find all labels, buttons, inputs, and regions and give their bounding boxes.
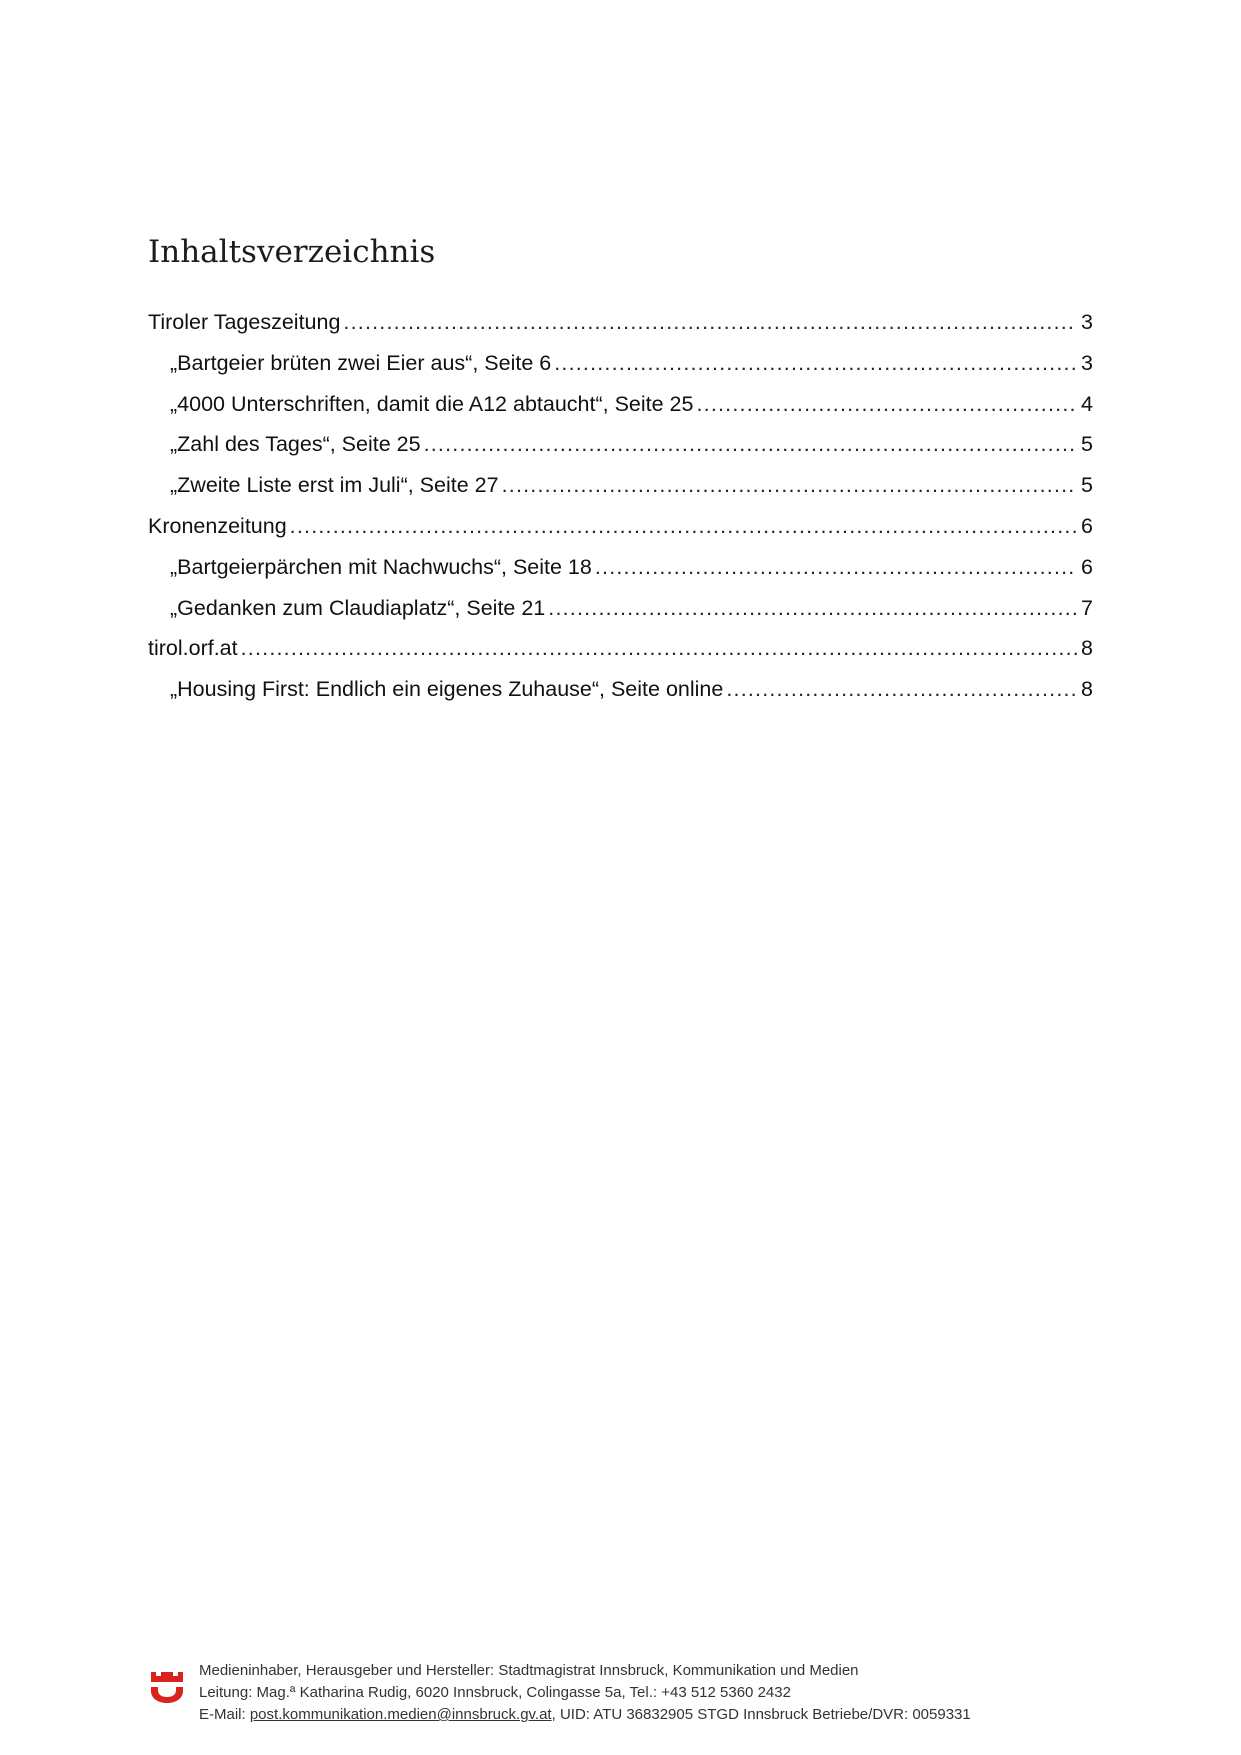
- page-footer: [150, 1660, 1090, 1730]
- toc-dot-leader: [502, 465, 1077, 506]
- toc-dot-leader: [424, 424, 1077, 465]
- toc-entry-label: tirol.orf.at: [148, 636, 238, 661]
- toc-entry-label: „Bartgeierpärchen mit Nachwuchs“, Seite 18: [170, 554, 592, 579]
- toc-heading: Inhaltsverzeichnis: [148, 234, 436, 270]
- footer-management-line: Leitung: Mag.ª Katharina Rudig, 6020 Innsbruck, Colingasse 5a, Tel.: +43 512 5360 2432: [199, 1684, 791, 1701]
- toc-dot-leader: [696, 384, 1077, 425]
- toc-entry-page: 3: [1081, 350, 1093, 375]
- footer-contact-line: [199, 1704, 971, 1726]
- toc-entry-page: 3: [1081, 310, 1093, 334]
- toc-entry-page: 7: [1081, 595, 1093, 620]
- toc-entry-page: 5: [1081, 473, 1093, 498]
- toc-dot-leader: [343, 302, 1077, 343]
- toc-entry[interactable]: [148, 588, 1093, 629]
- toc-entry-label: „Bartgeier brüten zwei Eier aus“, Seite 6: [170, 350, 552, 375]
- toc-entry-label: „Gedanken zum Claudiaplatz“, Seite 21: [170, 595, 546, 620]
- toc-entry[interactable]: [148, 465, 1093, 506]
- toc-entry[interactable]: [148, 506, 1093, 547]
- footer-publisher-line: Medieninhaber, Herausgeber und Hersteller: Stadtmagistrat Innsbruck, Kommunikation und Medien: [199, 1662, 859, 1679]
- footer-uid-text: , UID: ATU 36832905 STGD Innsbruck Betriebe/DVR: 0059331: [551, 1706, 971, 1723]
- table-of-contents: [148, 302, 1093, 710]
- toc-dot-leader: [548, 588, 1077, 629]
- toc-entry-label: „Zweite Liste erst im Juli“, Seite 27: [170, 473, 499, 498]
- toc-entry[interactable]: [148, 384, 1093, 425]
- toc-entry-page: 8: [1081, 636, 1093, 661]
- toc-dot-leader: [595, 547, 1077, 588]
- toc-entry-page: 6: [1081, 554, 1093, 579]
- toc-dot-leader: [726, 669, 1077, 710]
- toc-entry-page: 4: [1081, 391, 1093, 416]
- toc-entry-page: 8: [1081, 677, 1093, 702]
- innsbruck-logo-icon: [150, 1666, 184, 1706]
- toc-entry[interactable]: [148, 669, 1093, 710]
- toc-entry-label: „Zahl des Tages“, Seite 25: [170, 432, 421, 457]
- toc-entry-label: Kronenzeitung: [148, 513, 287, 538]
- toc-dot-leader: [241, 628, 1077, 669]
- footer-email-prefix: E-Mail:: [199, 1706, 250, 1723]
- toc-entry[interactable]: [148, 424, 1093, 465]
- toc-entry-label: „4000 Unterschriften, damit die A12 abtaucht“, Seite 25: [170, 391, 694, 416]
- toc-entry-page: 6: [1081, 513, 1093, 538]
- toc-dot-leader: [290, 506, 1077, 547]
- toc-entry-label: Tiroler Tageszeitung: [148, 310, 341, 334]
- toc-entry[interactable]: [148, 302, 1093, 343]
- footer-email-link[interactable]: post.kommunikation.medien@innsbruck.gv.at: [249, 1706, 552, 1723]
- toc-entry[interactable]: [148, 628, 1093, 669]
- footer-imprint: [199, 1660, 971, 1726]
- toc-entry-label: „Housing First: Endlich ein eigenes Zuhause“, Seite online: [170, 677, 724, 702]
- toc-entry[interactable]: [148, 343, 1093, 384]
- toc-entry[interactable]: [148, 547, 1093, 588]
- toc-dot-leader: [554, 343, 1077, 384]
- toc-entry-page: 5: [1081, 432, 1093, 457]
